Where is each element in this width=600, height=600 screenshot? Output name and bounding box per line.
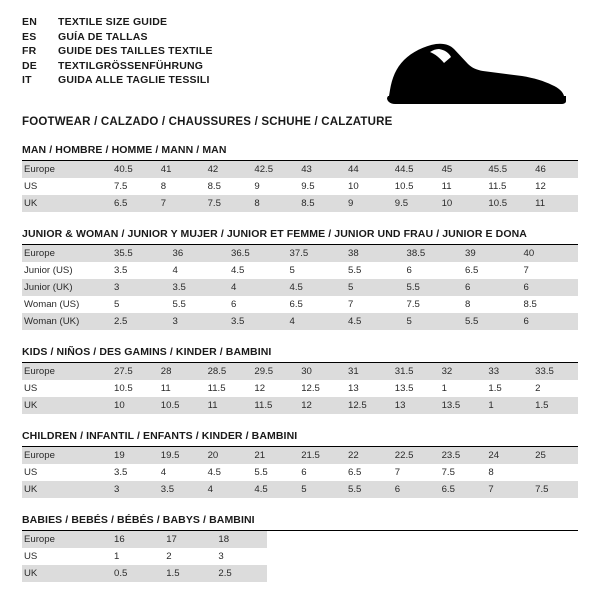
row-label: Europe: [22, 531, 110, 548]
row-label: US: [24, 383, 38, 394]
row-label: Europe: [22, 161, 110, 178]
cell: 10: [110, 397, 157, 414]
cell: 40.5: [110, 161, 157, 178]
row-label: UK: [22, 565, 110, 582]
cell: 44.5: [391, 161, 438, 178]
section-title: BABIES / BEBÉS / BÉBÉS / BABYS / BAMBINI: [22, 514, 255, 526]
cell: 1: [114, 551, 120, 562]
cell: 11: [160, 383, 171, 394]
table-row: [22, 296, 578, 313]
cell: 1.5: [162, 565, 214, 582]
table-row: [22, 565, 267, 582]
cell: 10.5: [394, 181, 414, 192]
cell: 36: [169, 245, 228, 262]
language-row: [22, 45, 213, 60]
cell: 4: [286, 313, 345, 330]
size-table-man: [22, 161, 578, 212]
cell: 4.5: [286, 279, 345, 296]
cell: 5: [114, 299, 120, 310]
cell: 45: [438, 161, 485, 178]
cell: 6: [231, 299, 237, 310]
cell: 8: [250, 195, 297, 212]
cell: 6: [391, 481, 438, 498]
section-children: [22, 430, 578, 498]
cell: 7: [157, 195, 204, 212]
cell: 31.5: [391, 363, 438, 380]
row-label: Europe: [22, 363, 110, 380]
cell: 3: [110, 481, 157, 498]
cell: 37.5: [286, 245, 345, 262]
cell: 41: [157, 161, 204, 178]
cell: 9: [344, 195, 391, 212]
section-babies: [22, 514, 578, 582]
cell: 8.5: [207, 181, 221, 192]
cell: 1.5: [488, 383, 502, 394]
language-row: [22, 16, 213, 31]
language-row: [22, 60, 213, 75]
language-title: GUIDA ALLE TAGLIE TESSILI: [58, 74, 210, 86]
cell: 25: [531, 447, 578, 464]
cell: 8: [465, 299, 471, 310]
cell: 11.5: [250, 397, 297, 414]
cell: 5: [297, 481, 344, 498]
dress-shoe-icon: [382, 38, 572, 108]
cell: 4.5: [250, 481, 297, 498]
header: [22, 16, 578, 108]
cell: 1: [484, 397, 531, 414]
row-label: US: [24, 467, 38, 478]
cell: 28.5: [204, 363, 251, 380]
cell: 7.5: [204, 195, 251, 212]
cell: 28: [157, 363, 204, 380]
cell: 7.5: [441, 467, 455, 478]
cell: 39: [461, 245, 520, 262]
cell: 12: [535, 181, 546, 192]
cell: 5.5: [254, 467, 268, 478]
cell: 6.5: [110, 195, 157, 212]
cell: 16: [110, 531, 162, 548]
cell: 12.5: [301, 383, 320, 394]
language-title: GUÍA DE TALLAS: [58, 30, 148, 43]
cell: 3.5: [114, 467, 128, 478]
cell: 8: [488, 467, 494, 478]
cell: 4: [227, 279, 286, 296]
cell: 6: [301, 467, 307, 478]
section-title: KIDS / NIÑOS / DES GAMINS / KINDER / BAMBINI: [22, 346, 272, 358]
cell: 5: [289, 265, 295, 276]
size-table-kids: [22, 363, 578, 414]
cell: 42: [204, 161, 251, 178]
table-row: [22, 245, 578, 262]
cell: 10.5: [114, 383, 133, 394]
cell: 11: [204, 397, 251, 414]
cell: 30: [297, 363, 344, 380]
cell: 4.5: [231, 265, 245, 276]
row-label: UK: [22, 481, 110, 498]
cell: 10.5: [157, 397, 204, 414]
row-label: UK: [22, 195, 110, 212]
cell: 19: [110, 447, 157, 464]
cell: 7: [484, 481, 531, 498]
language-title: TEXTILE SIZE GUIDE: [58, 16, 168, 28]
cell: 13.5: [394, 383, 414, 394]
row-label: US: [24, 551, 38, 562]
cell: 13: [391, 397, 438, 414]
language-title: TEXTILGRÖSSENFÜHRUNG: [58, 59, 204, 72]
cell: 18: [214, 531, 266, 548]
cell: 31: [344, 363, 391, 380]
cell: 11.5: [488, 181, 507, 192]
cell: 1: [441, 383, 447, 394]
cell: 9: [254, 181, 260, 192]
cell: 17: [162, 531, 214, 548]
cell: 32: [438, 363, 485, 380]
cell: 40: [520, 245, 579, 262]
cell: 6: [406, 265, 412, 276]
cell: 10: [347, 181, 359, 192]
cell: 7.5: [406, 299, 420, 310]
cell: 5.5: [344, 481, 391, 498]
size-table-junior-woman: [22, 245, 578, 330]
cell: 21.5: [297, 447, 344, 464]
cell: 3.5: [169, 279, 228, 296]
cell: 7.5: [114, 181, 128, 192]
cell: 6.5: [289, 299, 303, 310]
cell: 33: [484, 363, 531, 380]
cell: 5.5: [172, 299, 186, 310]
cell: 29.5: [250, 363, 297, 380]
cell: 23.5: [438, 447, 485, 464]
cell: 9.5: [391, 195, 438, 212]
cell: 3: [110, 279, 169, 296]
cell: 10: [438, 195, 485, 212]
section-title: CHILDREN / INFANTIL / ENFANTS / KINDER / BAMBINI: [22, 430, 298, 442]
cell: 6: [461, 279, 520, 296]
language-code: DE: [22, 59, 37, 72]
cell: 44: [344, 161, 391, 178]
cell: 7: [394, 467, 401, 478]
cell: 5: [403, 313, 462, 330]
section-title: MAN / HOMBRE / HOMME / MANN / MAN: [22, 144, 227, 156]
cell: 43: [297, 161, 344, 178]
section-junior-woman: [22, 228, 578, 330]
cell: 4: [160, 467, 167, 478]
cell: 8.5: [523, 299, 537, 310]
cell: 6: [520, 279, 579, 296]
cell: [531, 464, 578, 481]
language-code: IT: [22, 74, 32, 86]
size-table-babies: [22, 531, 267, 582]
cell: 12: [254, 383, 266, 394]
cell: 21: [250, 447, 297, 464]
row-label: UK: [22, 397, 110, 414]
table-row: [22, 262, 578, 279]
table-row: [22, 279, 578, 296]
cell: 9.5: [301, 181, 315, 192]
table-row: [22, 363, 578, 380]
table-row: [22, 161, 578, 178]
cell: 12: [297, 397, 344, 414]
table-row: [22, 195, 578, 212]
cell: 35.5: [110, 245, 169, 262]
row-label: US: [24, 181, 38, 192]
table-row: [22, 548, 267, 565]
cell: 38: [344, 245, 403, 262]
cell: 4: [172, 265, 178, 276]
cell: 13.5: [438, 397, 485, 414]
cell: 27.5: [110, 363, 157, 380]
cell: 3.5: [114, 265, 128, 276]
table-row: [22, 531, 267, 548]
cell: 4.5: [207, 467, 221, 478]
cell: 5.5: [461, 313, 520, 330]
cell: 6.5: [465, 265, 479, 276]
section-man: [22, 144, 578, 212]
language-row: [22, 31, 213, 46]
cell: 22: [344, 447, 391, 464]
row-label: Europe: [22, 245, 110, 262]
cell: 12.5: [344, 397, 391, 414]
cell: 11.5: [207, 383, 226, 394]
cell: 5.5: [403, 279, 462, 296]
cell: 13: [347, 383, 359, 394]
table-row: [22, 178, 578, 195]
cell: 46: [531, 161, 578, 178]
cell: 20: [204, 447, 251, 464]
language-code: FR: [22, 45, 37, 57]
cell: 3.5: [227, 313, 286, 330]
cell: 2.5: [110, 313, 169, 330]
language-code: EN: [22, 16, 37, 28]
cell: 2: [166, 551, 172, 562]
cell: 5: [344, 279, 403, 296]
cell: 11: [531, 195, 578, 212]
cell: 6: [520, 313, 579, 330]
cell: 7.5: [531, 481, 578, 498]
language-row: [22, 74, 213, 89]
section-kids: [22, 346, 578, 414]
cell: 6.5: [347, 467, 362, 478]
section-title: JUNIOR & WOMAN / JUNIOR Y MUJER / JUNIOR ET FEMME / JUNIOR UND FRAU / JUNIOR E DONA: [22, 228, 527, 240]
cell: 1.5: [531, 397, 578, 414]
cell: 6.5: [438, 481, 485, 498]
cell: 10.5: [484, 195, 531, 212]
cell: 5.5: [348, 265, 362, 276]
table-row: [22, 447, 578, 464]
table-row: [22, 397, 578, 414]
cell: 7: [523, 265, 529, 276]
cell: 3: [169, 313, 228, 330]
table-row: [22, 380, 578, 397]
cell: 45.5: [484, 161, 531, 178]
language-code: ES: [22, 30, 37, 43]
table-row: [22, 464, 578, 481]
table-row: [22, 481, 578, 498]
row-label: Woman (US): [24, 299, 80, 310]
cell: 4: [204, 481, 251, 498]
cell: 8: [160, 181, 167, 192]
cell: 4.5: [344, 313, 403, 330]
language-title: GUIDE DES TAILLES TEXTILE: [58, 45, 213, 57]
cell: 11: [441, 181, 452, 192]
row-label: Junior (US): [24, 265, 73, 276]
cell: 7: [348, 299, 354, 310]
category-title: FOOTWEAR / CALZADO / CHAUSSURES / SCHUHE / CALZATURE: [22, 116, 393, 128]
row-label: Europe: [22, 447, 110, 464]
cell: 3.5: [157, 481, 204, 498]
cell: 3: [218, 551, 224, 562]
cell: 2: [535, 383, 541, 394]
cell: 22.5: [391, 447, 438, 464]
row-label: Woman (UK): [22, 313, 110, 330]
cell: 2.5: [214, 565, 266, 582]
cell: 33.5: [531, 363, 578, 380]
cell: 38.5: [403, 245, 462, 262]
cell: 36.5: [227, 245, 286, 262]
cell: 8.5: [297, 195, 344, 212]
table-row: [22, 313, 578, 330]
cell: 0.5: [110, 565, 162, 582]
size-table-children: [22, 447, 578, 498]
language-title-list: [22, 16, 213, 89]
cell: 42.5: [250, 161, 297, 178]
cell: 19.5: [157, 447, 204, 464]
cell: 24: [484, 447, 531, 464]
row-label: Junior (UK): [22, 279, 110, 296]
